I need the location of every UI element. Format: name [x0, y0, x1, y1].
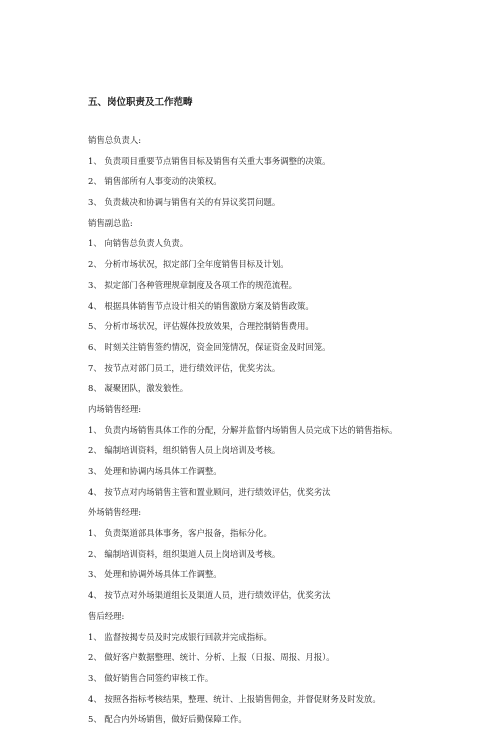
duty-item: 2、 分析市场状况，拟定部门全年度销售目标及计划。 [88, 259, 289, 270]
role-heading: 销售副总监: [88, 217, 133, 228]
duty-item: 1、 监督按揭专员及时完成银行回款并完成指标。 [88, 631, 272, 642]
duty-item: 3、 拟定部门各种管理规章制度及各项工作的规范流程。 [88, 279, 297, 290]
duty-item: 1、 负责项目重要节点销售目标及销售有关重大事务调整的决策。 [88, 155, 331, 166]
duty-item: 2、 做好客户数据整理、统计、分析、上报（日报、周报、月报）。 [88, 652, 335, 663]
role-heading: 销售总负责人: [88, 135, 142, 145]
role-heading: 内场销售经理: [88, 403, 142, 414]
duty-item: 2、 编制培训资料，组织渠道人员上岗培训及考核。 [88, 548, 281, 559]
duty-item: 1、 负责内场销售具体工作的分配，分解并监督内场销售人员完成下达的销售指标。 [88, 424, 398, 435]
document-body [88, 130, 488, 730]
duty-item: 7、 按节点对部门员工，进行绩效评估，优奖劣汰。 [88, 362, 281, 373]
duty-item: 4、 按节点对内场销售主管和置业顾问，进行绩效评估，优奖劣汰 [88, 486, 331, 497]
duty-item: 3、 处理和协调外场具体工作调整。 [88, 569, 222, 580]
duty-item: 2、 编制培训资料，组织销售人员上岗培训及考核。 [88, 445, 281, 456]
role-heading: 外场销售经理: [88, 507, 142, 518]
duty-item: 2、 销售部所有人事变动的决策权。 [88, 176, 222, 187]
duty-item: 3、 负责裁决和协调与销售有关的有异议奖罚问题。 [88, 197, 281, 208]
duty-item: 4、 按节点对外场渠道组长及渠道人员，进行绩效评估，优奖劣汰 [88, 590, 331, 601]
duty-item: 4、 按照各指标考核结果，整理、统计、上报销售佣金，并督促财务及时发放。 [88, 693, 381, 704]
duty-item: 3、 处理和协调内场具体工作调整。 [88, 466, 222, 476]
role-heading: 售后经理: [88, 610, 125, 621]
section-title: 五、岗位职责及工作范畴 [88, 97, 193, 108]
duty-item: 8、 凝聚团队，激发狼性。 [88, 383, 189, 394]
duty-item: 4、 根据具体销售节点设计相关的销售激励方案及销售政策。 [88, 300, 314, 311]
duty-item: 1、 负责渠道部具体事务，客户报备，指标分化。 [88, 528, 272, 539]
duty-item: 3、 做好销售合同签约审核工作。 [88, 672, 214, 683]
duty-item: 5、 分析市场状况，评估媒体投放效果，合理控制销售费用。 [88, 321, 314, 332]
duty-item: 5、 配合内外场销售，做好后勤保障工作。 [88, 714, 247, 725]
duty-item: 1、 向销售总负责人负责。 [88, 238, 189, 249]
duty-item: 6、 时刻关注销售签约情况，资金回笼情况，保证资金及时回笼。 [88, 341, 331, 352]
